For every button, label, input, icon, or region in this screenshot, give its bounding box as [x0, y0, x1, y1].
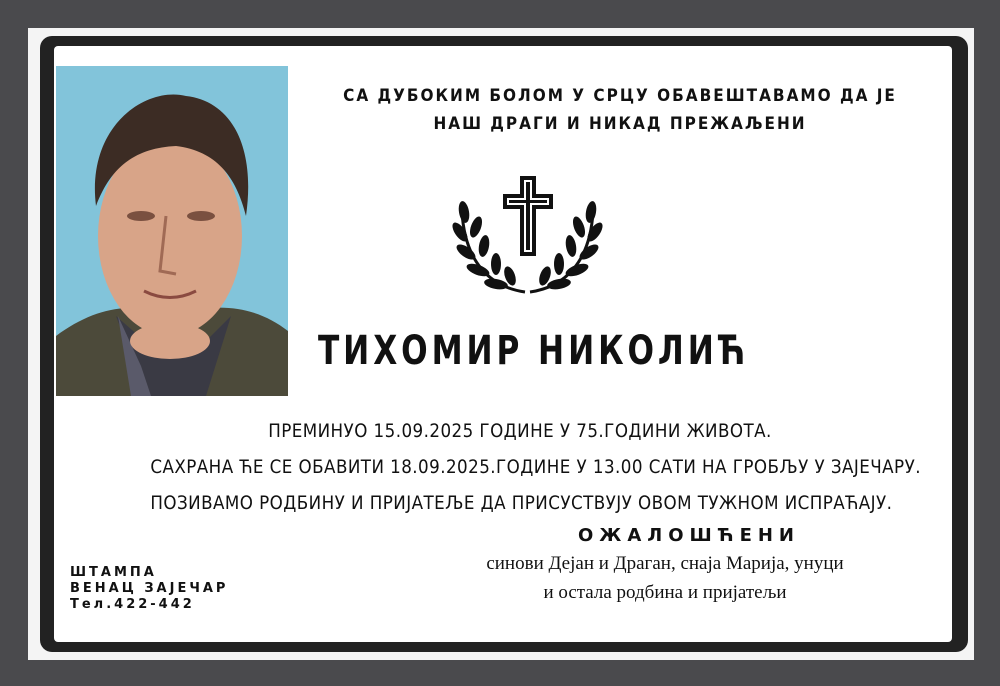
printer-phone: Тел.422-442 [70, 597, 195, 612]
printer-label: ШТАМПА [70, 565, 157, 580]
invitation-line: ПОЗИВАМО РОДБИНУ И ПРИЈАТЕЉЕ ДА ПРИСУСТВУЈУ ОВОМ ТУЖНОМ ИСПРАЋАЈУ. [150, 492, 893, 514]
cross-with-laurel [450, 172, 605, 297]
intro-line-2: НАШ ДРАГИ И НИКАД ПРЕЖАЉЕНИ [433, 114, 807, 134]
cross-icon [503, 176, 553, 256]
deceased-portrait-photo [56, 66, 288, 396]
mourners-others: и остала родбина и пријатељи [543, 582, 787, 603]
printer-name: ВЕНАЦ ЗАЈЕЧАР [70, 581, 229, 596]
funeral-details-line: САХРАНА ЋЕ СЕ ОБАВИТИ 18.09.2025.ГОДИНЕ У 13.00 САТИ НА ГРОБЉУ У ЗАЈЕЧАРУ. [150, 456, 921, 478]
mourners-family: синови Дејан и Драган, снаја Марија, унуци [486, 553, 844, 574]
deceased-name: ТИХОМИР НИКОЛИЋ [318, 328, 750, 374]
death-date-line: ПРЕМИНУО 15.09.2025 ГОДИНЕ У 75.ГОДИНИ ЖИВОТА. [268, 420, 772, 442]
intro-line-1: СА ДУБОКИМ БОЛОМ У СРЦУ ОБАВЕШТАВАМО ДА ЈЕ [343, 86, 897, 106]
printer-info [70, 565, 228, 613]
mourners-heading: ОЖАЛОШЋЕНИ [578, 525, 800, 546]
